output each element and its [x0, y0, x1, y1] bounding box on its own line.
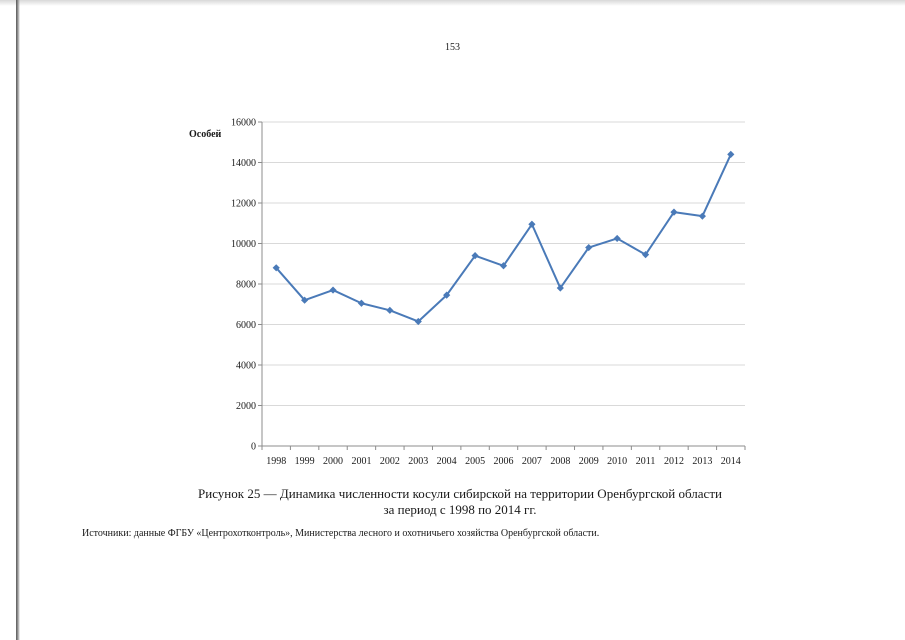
x-tick-label: 2013 — [692, 456, 713, 467]
x-tick-label: 2006 — [493, 456, 514, 467]
figure-caption — [0, 486, 905, 518]
y-tick-label: 4000 — [236, 360, 256, 372]
x-tick-label: 2000 — [323, 456, 344, 467]
x-tick-label: 2007 — [521, 456, 542, 467]
data-point — [386, 307, 393, 314]
sources-note: Источники: данные ФГБУ «Центрохотконтроль», Министерства лесного и охотничьего хозяйства Оренбургской области. — [82, 528, 600, 539]
y-tick-label: 10000 — [231, 239, 256, 250]
x-tick-label: 2004 — [436, 456, 457, 467]
x-tick-label: 2012 — [663, 456, 684, 467]
x-tick-label: 2003 — [408, 456, 429, 467]
x-tick-label: 2009 — [578, 456, 599, 467]
x-tick-label: 2001 — [351, 456, 372, 467]
x-tick-label: 2002 — [379, 456, 400, 467]
page-number: 153 — [445, 42, 460, 53]
y-axis-label: Особей — [189, 129, 222, 140]
y-tick-label: 2000 — [236, 401, 256, 412]
caption-line-1: Рисунок 25 — Динамика численности косули сибирской на территории Оренбургской области — [198, 486, 722, 501]
x-tick-label: 2010 — [607, 456, 628, 467]
series-layer — [273, 151, 735, 325]
y-tick-label: 6000 — [236, 320, 256, 331]
data-point — [329, 286, 336, 293]
y-tick-label: 16000 — [231, 117, 256, 129]
x-tick-label: 2008 — [550, 456, 571, 467]
y-tick-label: 12000 — [231, 198, 256, 210]
series-line — [276, 154, 731, 321]
y-tick-label: 14000 — [231, 158, 256, 169]
data-point — [358, 300, 365, 307]
x-tick-label: 2014 — [720, 456, 741, 467]
y-tick-label: 0 — [251, 441, 256, 453]
y-tick-label: 8000 — [236, 279, 256, 291]
x-tick-label: 2011 — [635, 456, 656, 467]
x-tick-label: 1998 — [266, 456, 287, 467]
data-point — [727, 151, 734, 158]
axis-layer — [231, 118, 745, 468]
caption-line-2: за период с 1998 по 2014 гг. — [383, 502, 537, 517]
x-tick-label: 1999 — [294, 456, 315, 467]
data-point — [699, 213, 706, 220]
x-tick-label: 2005 — [465, 456, 486, 467]
